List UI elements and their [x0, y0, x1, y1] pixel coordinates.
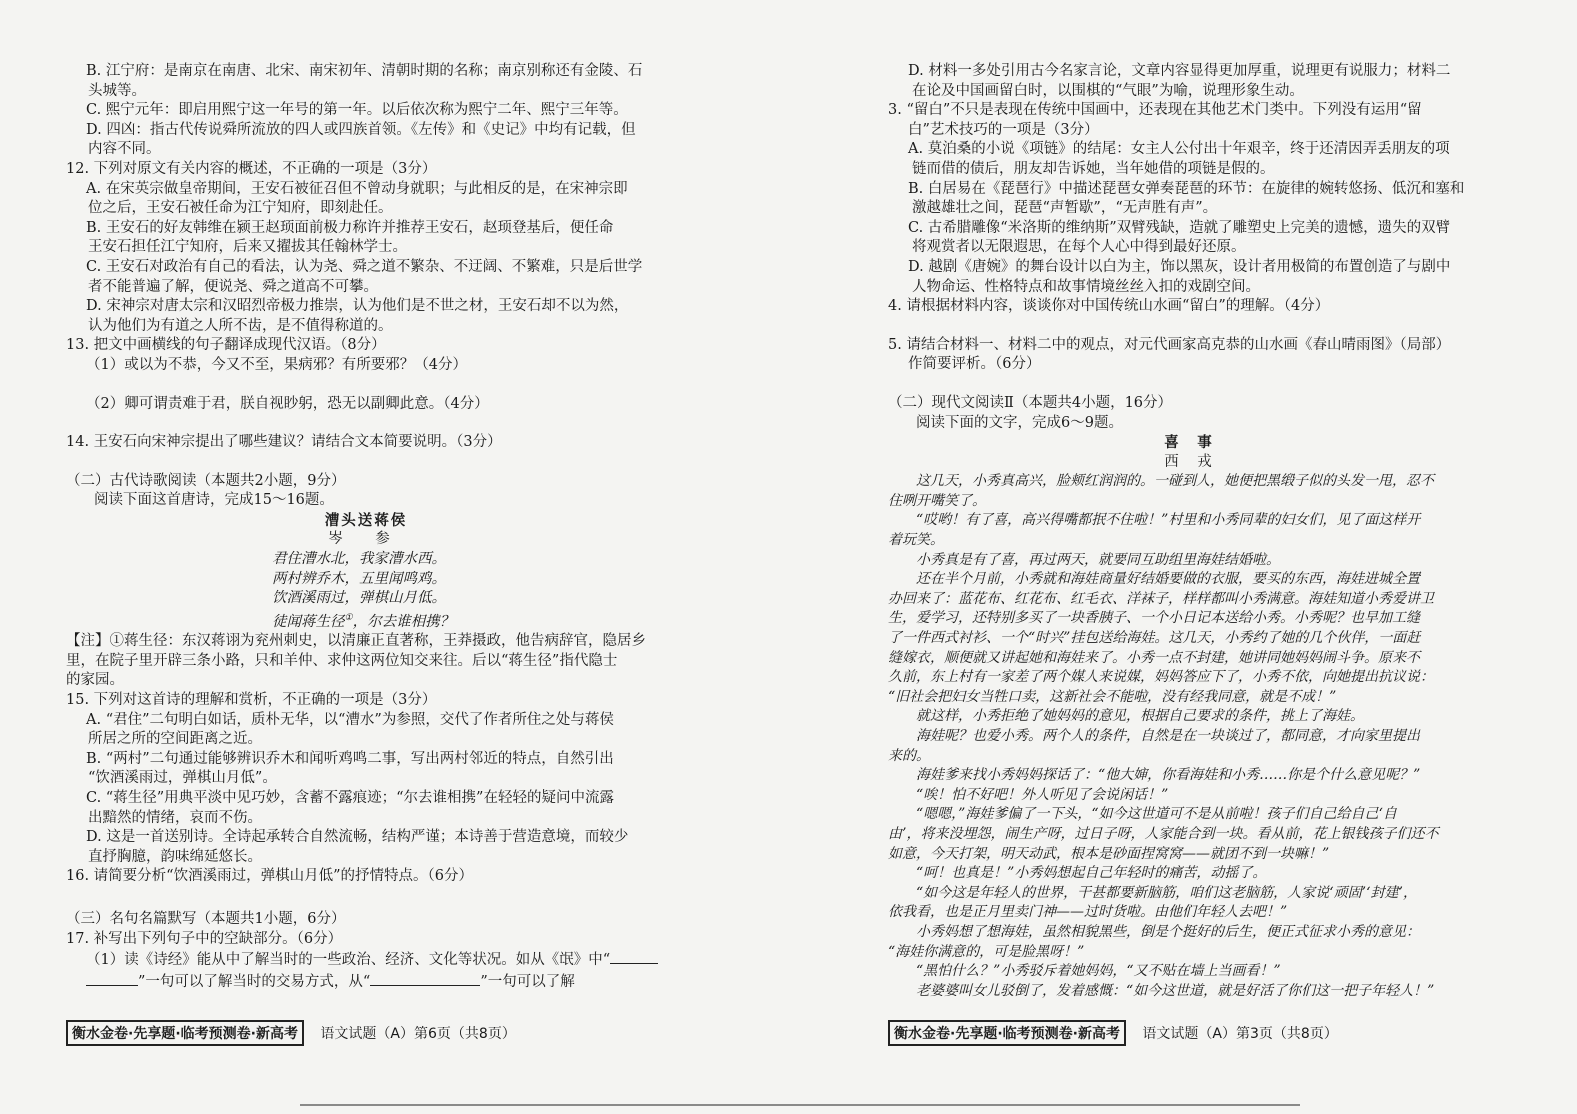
story-line: 久前，东上村有一家差了两个媒人来说媒，妈妈答应下了，小秀不依，向她提出抗议说： — [888, 669, 1434, 686]
question-3: 3. “留白”不只是表现在传统中国画中，还表现在其他艺术门类中。下列没有运用“留 — [888, 102, 1422, 119]
question-13: 13. 把文中画横线的句子翻译成现代汉语。（8分） — [66, 337, 386, 354]
q12-option-c: C. 王安石对政治有自己的看法，认为尧、舜之道不繁杂、不迂阔、不繁难，只是后世学 — [86, 258, 643, 275]
poem-line: 君住漕水北，我家漕水西。 — [272, 551, 446, 568]
story-paragraph: 小秀妈想了想海娃，虽然相貌黑些，倒是个挺好的后生，便正式征求小秀的意见： — [916, 923, 1420, 940]
story-body — [888, 472, 1490, 1001]
q13-part-1: （1）或以为不恭，今又不至，果病邪？有所要邪？（4分） — [86, 356, 467, 373]
story-line: 生，爱学习，还特别多买了一块香胰子、一个小日记本送给小秀。小秀呢？也早加工缝 — [888, 610, 1420, 627]
q17-part-1 — [66, 949, 666, 971]
poem-title: 漕头送蒋侯 — [324, 511, 408, 529]
poem-line-part: 徒闻蒋生径 — [272, 613, 345, 630]
question-17: 17. 补写出下列句子中的空缺部分。（6分） — [66, 930, 343, 947]
q17-text: （1）读《诗经》能从中了解当时的一些政治、经济、文化等状况。如从《氓》中“ — [86, 952, 611, 969]
story-title: 喜 事 — [1164, 434, 1214, 452]
q3-option-d-cont: 人物命运、性格特点和故事情境丝丝入扣的戏剧空间。 — [912, 278, 1260, 295]
q15-option-d-cont: 直抒胸臆，韵味绵延悠长。 — [88, 848, 262, 865]
modern-reading-instruction: 阅读下面的文字，完成6～9题。 — [916, 414, 1123, 431]
question-5: 5. 请结合材料一、材料二中的观点，对元代画家高克恭的山水画《春山晴雨图》（局部） — [888, 336, 1451, 353]
q17-text: ”一句可以了解当时的交易方式，从“ — [138, 973, 371, 990]
question-4: 4. 请根据材料内容，谈谈你对中国传统山水画“留白”的理解。（4分） — [888, 298, 1330, 315]
story-line: “海娃你满意的，可是脸黑呀！” — [888, 943, 1085, 960]
q15-option-a-cont: 所居之所的空间距离之近。 — [88, 731, 262, 748]
option-d: D. 四凶：指古代传说舜所流放的四人或四族首领。《左传》和《史记》中均有记载，但 — [86, 121, 636, 138]
story-line: 来的。 — [888, 747, 930, 764]
story-paragraph: 海娃呢？也爱小秀。两个人的条件，自然是在一块谈过了，都同意，才向家里提出 — [916, 728, 1420, 744]
q15-option-d: D. 这是一首送别诗。全诗起承转合自然流畅，结构严谨；本诗善于营造意境，而较少 — [86, 829, 629, 846]
question-14: 14. 王安石向宋神宗提出了哪些建议？请结合文本简要说明。（3分） — [66, 434, 502, 451]
poem-note-cont: 的家园。 — [66, 672, 124, 689]
answer-space — [888, 375, 1490, 394]
story-paragraph: 老婆婆叫女儿驳倒了，发着感慨：“如今这世道，就是好活了你们这一把子年轻人！” — [916, 982, 1435, 999]
poem-line: 饮酒溪雨过，弹棋山月低。 — [272, 590, 446, 607]
scan-edge-line — [300, 1104, 1300, 1106]
story-paragraph: “嗯嗯，”海娃爹偏了一下头，“如今这世道可不是从前啦！孩子们自己给自己‘自 — [916, 806, 1397, 823]
q15-option-a: A. “君住”二句明白如话，质朴无华，以“漕水”为参照，交代了作者所住之处与蒋侯 — [86, 711, 614, 728]
q2-option-d: D. 材料一多处引用古今名家言论，文章内容显得更加厚重，说理更有说服力；材料二 — [908, 63, 1451, 79]
q3-option-d: D. 越剧《唐婉》的舞台设计以白为主，饰以黑灰，设计者用极简的布置创造了与剧中 — [908, 258, 1451, 275]
option-b-cont: 头城等。 — [88, 82, 146, 99]
poem-note-cont: 里，在院子里开辟三条小路，只和羊仲、求仲这两位知交来往。后以“蒋生径”指代隐士 — [66, 652, 618, 669]
q3-option-c: C. 古希腊雕像“米洛斯的维纳斯”双臂残缺，造就了雕塑史上完美的遗憾，遗失的双臂 — [908, 219, 1451, 236]
story-paragraph: “哎哟！有了喜，高兴得嘴都抿不住啦！”村里和小秀同辈的妇女们，见了面这样开 — [916, 512, 1421, 529]
footnote-marker: ① — [344, 612, 353, 623]
story-line: 了一件西式衬衫、一个“时兴”挂包送给海娃。这几天，小秀约了她的几个伙伴，一面赶 — [888, 630, 1421, 647]
question-15: 15. 下列对这首诗的理解和赏析，不正确的一项是（3分） — [66, 692, 437, 709]
poem-author: 岑 参 — [328, 531, 404, 548]
section-heading-recitation: （三）名句名篇默写（本题共1小题，6分） — [66, 910, 346, 927]
question-5-cont: 作简要评析。（6分） — [908, 356, 1041, 373]
q3-option-b-cont: 激越雄壮之间，琵琶“声暂歇”，“无声胜有声”。 — [912, 200, 1218, 217]
q2-option-d-cont: 在论及中国画留白时，以围棋的“气眼”为喻，说理形象生动。 — [912, 82, 1304, 99]
answer-space — [66, 376, 666, 395]
left-footer — [66, 1020, 516, 1046]
question-3-cont: 白”艺术技巧的一项是（3分） — [908, 121, 1099, 138]
q12-option-b-cont: 王安石担任江宁知府，后来又擢拔其任翰林学士。 — [88, 239, 407, 256]
story-line: “旧社会把妇女当牲口卖，这新社会不能啦，没有经我同意，就是不成！” — [888, 688, 1337, 705]
story-paragraph: “唉！怕不好吧！外人听见了会说闲话！” — [916, 786, 1169, 803]
story-paragraph: “黑怕什么？”小秀驳斥着她妈妈，“又不贴在墙上当画看！” — [916, 963, 1281, 980]
question-16: 16. 请简要分析“饮酒溪雨过，弹棋山月低”的抒情特点。（6分） — [66, 868, 473, 885]
section-heading-modern-reading: （二）现代文阅读Ⅱ（本题共4小题，16分） — [888, 394, 1173, 411]
poem-note: 【注】①蒋生径：东汉蒋诩为兖州刺史，以清廉正直著称，王莽摄政，他告病辞官，隐居乡 — [66, 633, 646, 650]
q15-option-b: B. “两村”二句通过能够辨识乔木和闻听鸡鸣二事，写出两村邻近的特点，自然引出 — [86, 750, 614, 767]
story-line: 住咧开嘴笑了。 — [888, 492, 986, 509]
footer-badge: 衡水金卷·先享题·临考预测卷·新高考 — [888, 1020, 1126, 1046]
poem-line — [66, 609, 666, 632]
story-line: 办回来了：蓝花布、红花布、红毛衣、洋袜子，样样都叫小秀满意。海娃知道小秀爱讲卫 — [888, 590, 1434, 607]
answer-space — [66, 887, 666, 910]
section-heading-poetry: （二）古代诗歌阅读（本题共2小题，9分） — [66, 472, 346, 489]
left-page — [66, 62, 666, 992]
q3-option-a-cont: 链而借的债后，朋友却告诉她，当年她借的项链是假的。 — [912, 160, 1275, 177]
story-paragraph: 小秀真是有了喜，再过两天，就要同互助组里海娃结婚啦。 — [916, 551, 1280, 568]
option-b: B. 江宁府：是南京在南唐、北宋、南宋初年、清朝时期的名称；南京别称还有金陵、石 — [86, 63, 643, 79]
q3-option-b: B. 白居易在《琵琶行》中描述琵琶女弹奏琵琶的环节：在旋律的婉转悠扬、低沉和塞和 — [908, 180, 1465, 197]
story-paragraph: “如今这是年轻人的世界，干甚都要新脑筋，咱们这老脑筋，人家说‘顽固’‘封建’， — [916, 884, 1417, 901]
story-paragraph: “呵！也真是！”小秀妈想起自己年轻时的痛苦，动摇了。 — [916, 865, 1267, 882]
footer-page-number: 语文试题（A）第3页（共8页） — [1142, 1026, 1338, 1042]
q12-option-b: B. 王安石的好友韩维在颍王赵顼面前极力称许并推荐王安石，赵顼登基后，便任命 — [86, 219, 614, 236]
q12-option-d-cont: 认为他们为有道之人所不齿，是不值得称道的。 — [88, 317, 393, 334]
poem-line: 两村辨乔木，五里闻鸣鸡。 — [272, 570, 446, 587]
option-c: C. 熙宁元年：即启用熙宁这一年号的第一年。以后依次称为熙宁二年、熙宁三年等。 — [86, 102, 628, 119]
q3-option-a: A. 莫泊桑的小说《项链》的结尾：女主人公付出十年艰辛，终于还清因弄丢朋友的项 — [908, 141, 1450, 158]
story-paragraph: 海娃爹来找小秀妈妈探话了：“他大婶，你看海娃和小秀……你是个什么意见呢？” — [916, 767, 1421, 784]
q13-part-2: （2）卿可谓责难于君，朕自视眇躬，恐无以副卿此意。（4分） — [86, 395, 489, 412]
story-line: 依我看，也是正月里卖门神——过时货啦。由他们年轻人去吧！” — [888, 904, 1288, 921]
story-line: 缝嫁衣，顺便就又讲起她和海娃来了。小秀一点不封建，她讲同她妈妈闹斗争。原来不 — [888, 649, 1420, 666]
answer-space — [888, 317, 1490, 336]
answer-space — [66, 453, 666, 472]
footer-badge: 衡水金卷·先享题·临考预测卷·新高考 — [66, 1020, 304, 1046]
footer-page-number: 语文试题（A）第6页（共8页） — [320, 1026, 516, 1042]
q17-text: ”一句可以了解 — [480, 973, 575, 990]
q12-option-d: D. 宋神宗对唐太宗和汉昭烈帝极力推崇，认为他们是不世之材，王安石却不以为然， — [86, 298, 629, 315]
story-line: 由’，将来没埋怨，闹生产呀，过日子呀，人家能合到一块。看从前，花上银钱孩子们还不 — [888, 825, 1439, 842]
story-line: 如意，今天打架，明天动武，根本是砂面捏窝窝——就团不到一块嘛！” — [888, 845, 1330, 862]
q12-option-a: A. 在宋英宗做皇帝期间，王安石被征召但不曾动身就职；与此相反的是，在宋神宗即 — [86, 180, 628, 197]
option-d-cont: 内容不同。 — [88, 141, 161, 158]
q15-option-b-cont: “饮酒溪雨过，弹棋山月低”。 — [88, 770, 277, 787]
q3-option-c-cont: 将观赏者以无限遐思，在每个人心中得到最好还原。 — [912, 239, 1246, 256]
q12-option-c-cont: 者不能普遍了解，便说尧、舜之道高不可攀。 — [88, 278, 378, 295]
poetry-instruction: 阅读下面这首唐诗，完成15～16题。 — [94, 492, 334, 509]
q12-option-a-cont: 位之后，王安石被任命为江宁知府，即刻赴任。 — [88, 200, 393, 217]
story-paragraph: 就这样，小秀拒绝了她妈妈的意见，根据自己要求的条件，挑上了海娃。 — [916, 708, 1364, 725]
story-author: 西 戎 — [1164, 453, 1214, 470]
answer-space — [66, 414, 666, 433]
q17-part-1-cont — [66, 971, 666, 993]
story-line: 着玩笑。 — [888, 532, 944, 549]
story-paragraph: 还在半个月前，小秀就和海娃商量好结婚要做的衣服，要买的东西，海娃进城全置 — [916, 571, 1420, 588]
q15-option-c: C. “蒋生径”用典平淡中见巧妙，含蓄不露痕迹；“尔去谁相携”在轻轻的疑问中流露 — [86, 790, 614, 807]
question-12: 12. 下列对原文有关内容的概述，不正确的一项是（3分） — [66, 160, 437, 177]
fill-blank[interactable] — [610, 949, 658, 964]
poem-line-part: ，尔去谁相携？ — [352, 613, 455, 630]
right-page — [888, 62, 1490, 1001]
fill-blank[interactable] — [86, 971, 138, 986]
story-paragraph: 这几天，小秀真高兴，脸颊红润润的。一碰到人，她便把黑缎子似的头发一甩，忍不 — [916, 473, 1434, 490]
q15-option-c-cont: 出黯然的情绪，哀而不伤。 — [88, 809, 262, 826]
fill-blank[interactable] — [370, 971, 480, 986]
right-footer — [888, 1020, 1338, 1046]
